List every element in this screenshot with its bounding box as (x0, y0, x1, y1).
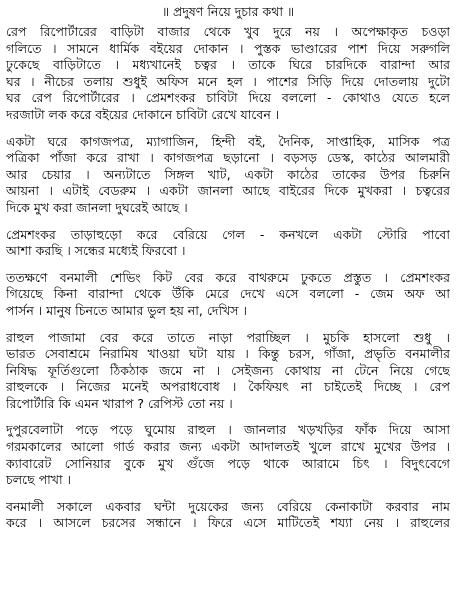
text-line: দরজাটা লক করে বইয়ের দোকানে চাবিটা রেখে যাবেন । (6, 106, 280, 122)
text-line: ঢুকেছে বাড়িটাতে । মধ্যখানেই চত্বর । তাকে ঘিরে চারদিকে বারান্দা আর (6, 57, 450, 73)
paragraph (6, 270, 450, 320)
text-line: আর চেয়ার । অন্যটাতে সিঙ্গল খাট, একটা কাঠের তাকের উপর চিরুনি (6, 166, 450, 182)
text-line: প্রেমশংকর তাড়াহুড়ো করে বেরিয়ে গেল - কনখলে একটা স্টোরি পাবো (6, 226, 450, 242)
text-line: ঘর রেপ রিপোর্টারের । প্রেমশংকর চাবিটা দিয়ে বললো - কোথাও যেতে হলে (6, 90, 450, 106)
text-line: পত্রিকা পাঁজা করে রাখা । কাগজপত্র ছড়ানো । বড়সড় ডেস্ক, কাঠের আলমারী (6, 150, 450, 166)
document-title: ॥ প্রদুষণ নিয়ে দুচার কথা ॥ (161, 4, 295, 19)
text-line: আশা করছি । সন্ধের মধ্যেই ফিরবো । (6, 243, 186, 259)
text-line: গিয়েছে কিনা বারান্দা থেকে উঁকি মেরে দেখে এসে বললো - জেম অফ আ (6, 286, 450, 302)
paragraph (6, 134, 450, 217)
text-line: ততক্ষণে বনমালী শেভিং কিট বের করে বাথরুমে ঢুকতে প্রস্তুত । প্রেমশংকর (6, 269, 450, 285)
text-line: দুপুরবেলাটা পড়ে পড়ে ঘুমোয় রাহুল । জানলার খড়খড়ির ফাঁক দিয়ে আসা (6, 422, 450, 438)
text-line: করে । আসলে চরসের সন্ধানে । ফিরে এসে মাটিতেই শয্যা নেয় । রাহুলের (6, 515, 450, 531)
paragraph (6, 24, 450, 124)
text-line: পার্সন । মানুষ চিনতে আমার ভুল হয় না, দেখিস । (6, 302, 247, 318)
paragraph (6, 227, 450, 260)
text-line: রিপোর্টারি কি এমন খারাপ ? রেপিস্ট তো নয় । (6, 395, 233, 411)
text-line: আয়না । এটাই বেডরুম । একটা জানলা আছে বাইরের দিকে মুখকরা । চত্বরের (6, 183, 450, 199)
text-line: ভারত সেবাশ্রমে নিরামিষ খাওয়া ঘটা যায় । কিন্তু চরস, গাঁজা, প্রভৃতি বনমালীর (6, 346, 450, 362)
text-line: চলছে পাখা । (6, 472, 72, 488)
paragraph (6, 330, 450, 413)
paragraph (6, 499, 450, 532)
text-line: গরমকালের আলো গার্ড করার জন্য একটা আদালতই খুলে রাখে মুখের উপর । (6, 439, 450, 455)
text-line: রাহুলকে । নিজের মনেই অপরাধবোধ । কৈফিয়ৎ না চাইতেই দিচ্ছে । রেপ (6, 379, 450, 395)
text-line: নিষিদ্ধ ফূর্তিগুলো ঠিকঠাক জমে না । সেইজন্য কোথায় না টেনে নিয়ে গেছে (6, 362, 450, 378)
text-line: ক্যাবারেট সোনিয়ার বুকে মুখ গুঁজে পড়ে থাকে আরামে চিৎ । বিদুৎবেগে (6, 455, 450, 471)
text-line: রাহুল পাজামা বের করে তাতে নাড়া পরাচ্ছিল । মুচকি হাসলো শুধু । (6, 329, 450, 345)
paragraph (6, 422, 450, 488)
text-line: রেপ রিপোর্টারের বাড়িটা বাজার থেকে খুব দুরে নয় । অপেক্ষাকৃত চওড়া (6, 24, 450, 39)
text-line: দিকে মুখ করা জানলা দুঘরেই আছে । (6, 199, 188, 215)
text-line: একটা ঘরে কাগজপত্র, ম্যাগাজিন, হিন্দী বই, দৈনিক, সাপ্তাহিক, মাসিক পত্র (6, 133, 450, 149)
text-line: ঘর । নীচের তলায় শুধুই অফিস মনে হল । পাশের সিড়ি দিয়ে দোতলায় দুটো (6, 73, 450, 89)
text-line: গলিতে । সামনে ধার্মিক বইয়ের দোকান । পুস্তক ভাণ্ডারের পাশ দিয়ে সরুগলি (6, 40, 450, 56)
text-line: বনমালী সকালে একবার ঘন্টা দুয়েকের জন্য বেরিয়ে কেনাকাটা করবার নাম (6, 498, 450, 514)
